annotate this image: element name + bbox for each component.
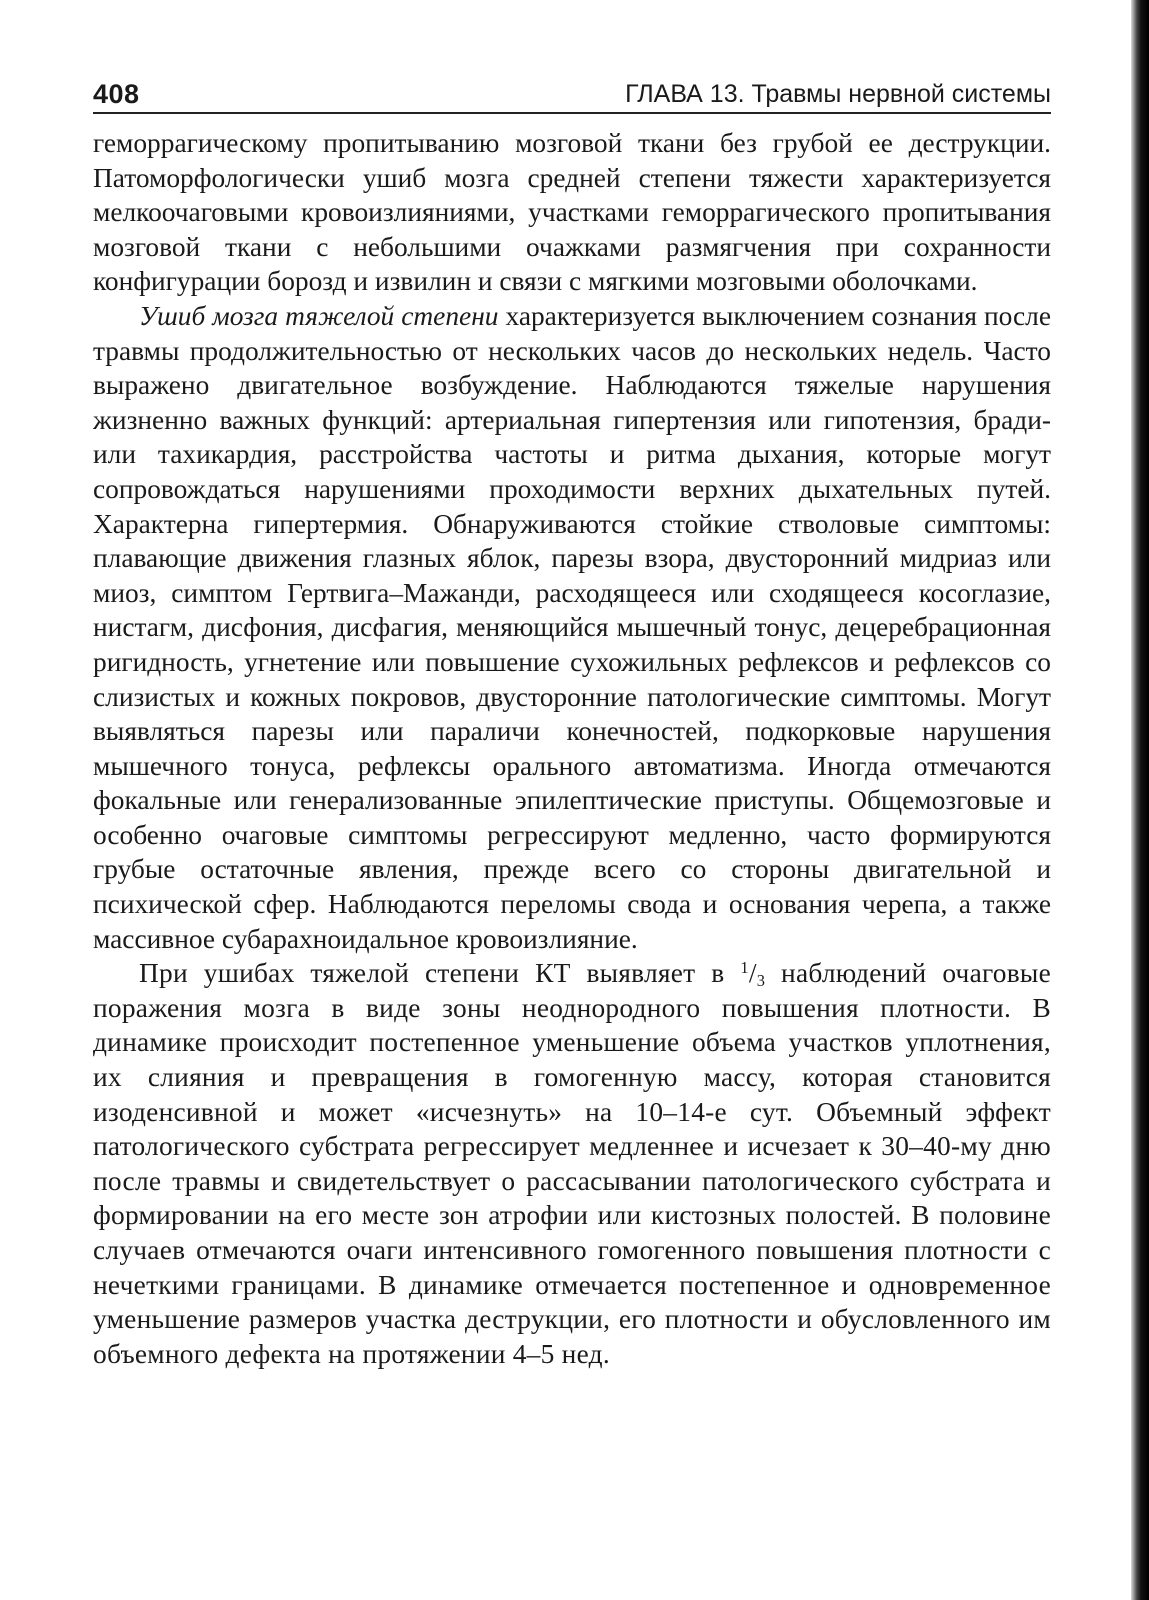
- chapter-title: ГЛАВА 13. Травмы нервной системы: [625, 80, 1051, 108]
- fraction-denominator: 3: [756, 971, 766, 991]
- paragraph-text-end: наблюдений очаговые поражения мозга в виде зоны неоднородного повышения плотности. В динамике происходит постепенное уменьшение объема участков уплотнения, их слияния и превращения в гомогенную массу, которая становится изоденсивной и может «исчезнуть» на 10–14-е сут. Объемный эффект патологического субстрата регрессирует медленнее и исчезает к 30–40-му дню после травмы и свидетельствует о рассасывании патологического субстрата и формировании на его месте зон атрофии или кистозных полостей. В половине случаев отмечаются очаги интенсивного гомогенного повышения плотности с нечеткими границами. В динамике отмечается постепенное и одновременное уменьшение размеров участка деструкции, его плотности и обусловленного им объемного дефекта на протяжении 4–5 нед.: [93, 958, 1051, 1369]
- paragraph-text-start: При ушибах тяжелой степени КТ выявляет в: [139, 958, 741, 989]
- paragraph-text: характеризуется выключением сознания после травмы продолжительностью от нескольких часов до нескольких недель. Часто выражено двигательное возбуждение. Наблюдаются тяжелые нарушения жизненно важных функций: артериальная гипертензия или гипотензия, бради- или тахикардия, расстройства частоты и ритма дыхания, которые могут сопровождаться нарушениями проходимости верхних дыхательных путей. Характерна гипертермия. Обнаруживаются стойкие стволовые симптомы: плавающие движения глазных яблок, парезы взора, двусторонний мидриаз или миоз, симптом Гертвига–Мажанди, расходящееся или сходящееся косоглазие, нистагм, дисфония, дисфагия, меняющийся мышечный тонус, децеребрационная ригидность, угнетение или повышение сухожильных рефлексов и рефлексов со слизистых и кожных покровов, двусторонние патологические симптомы. Могут выявляться парезы или параличи конечностей, подкорковые нарушения мышечного тонуса, рефлексы орального автоматизма. Иногда отмечаются фокальные или генерализованные эпилептические приступы. Общемозговые и особенно очаговые симптомы регрессируют медленно, часто формируются грубые остаточные явления, прежде всего со стороны двигательной и психической сфер. Наблюдаются переломы свода и основания черепа, а также массивное субарахноидальное кровоизлияние.: [93, 300, 1051, 954]
- paragraph-ct-findings: [93, 956, 1051, 1371]
- running-header: [93, 72, 1051, 114]
- paragraph-severe-contusion: [93, 299, 1051, 956]
- scan-edge-shadow: [1131, 0, 1149, 1600]
- fraction-one-third: $^1/_3$: [740, 958, 766, 991]
- fraction-numerator: 1: [740, 958, 749, 978]
- paragraph-continuation: геморрагическому пропитыванию мозговой ткани без грубой ее деструкции. Патоморфологически ушиб мозга средней степени тяжести характеризуется мелкоочаговыми кровоизлияниями, участками геморрагического пропитывания мозговой ткани с небольшими очажками размягчения при сохранности конфигурации борозд и извилин и связи с мягкими мозговыми оболочками.: [93, 128, 1051, 297]
- italic-term: Ушиб мозга тяжелой степени: [139, 300, 499, 331]
- body-text: [93, 126, 1051, 1371]
- book-page: [93, 72, 1051, 1371]
- page-number: 408: [93, 79, 140, 109]
